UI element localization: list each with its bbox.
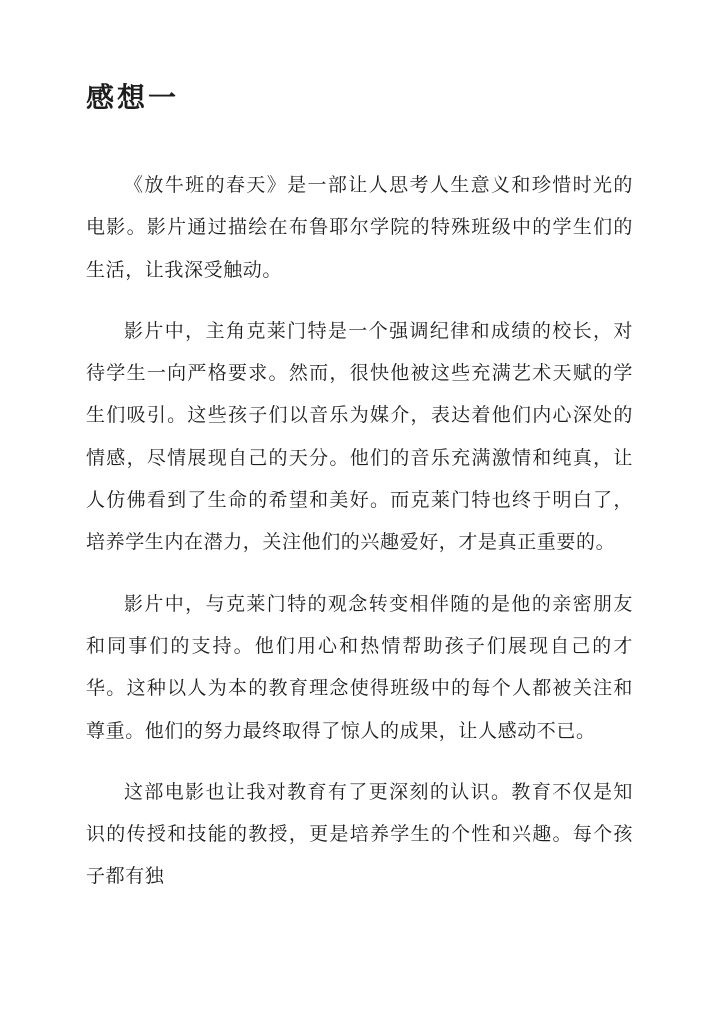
paragraph: 《放牛班的春天》是一部让人思考人生意义和珍惜时光的电影。影片通过描绘在布鲁耶尔学院的特殊班级中的学生们的生活，让我深受触动。 [86, 175, 633, 281]
document-body [86, 0, 633, 899]
paragraph: 这部电影也让我对教育有了更深刻的认识。教育不仅是知识的传授和技能的教授，更是培养学生的个性和兴趣。每个孩子都有独 [86, 781, 633, 888]
paragraph-list [86, 165, 633, 899]
paragraph: 影片中，与克莱门特的观念转变相伴随的是他的亲密朋友和同事们的支持。他们用心和热情帮助孩子们展现自己的才华。这种以人为本的教育理念使得班级中的每个人都被关注和尊重。他们的努力最终取得了惊人的成果，让人感动不已。 [86, 593, 633, 742]
page-title: 感想一 [86, 83, 180, 114]
paragraph: 影片中，主角克莱门特是一个强调纪律和成绩的校长，对待学生一向严格要求。然而，很快他被这些充满艺术天赋的学生们吸引。这些孩子们以音乐为媒介，表达着他们内心深处的情感，尽情展现自己的天分。他们的音乐充满激情和纯真，让人仿佛看到了生命的希望和美好。而克莱门特也终于明白了，培养学生内在潜力，关注他们的兴趣爱好，才是真正重要的。 [86, 320, 633, 554]
